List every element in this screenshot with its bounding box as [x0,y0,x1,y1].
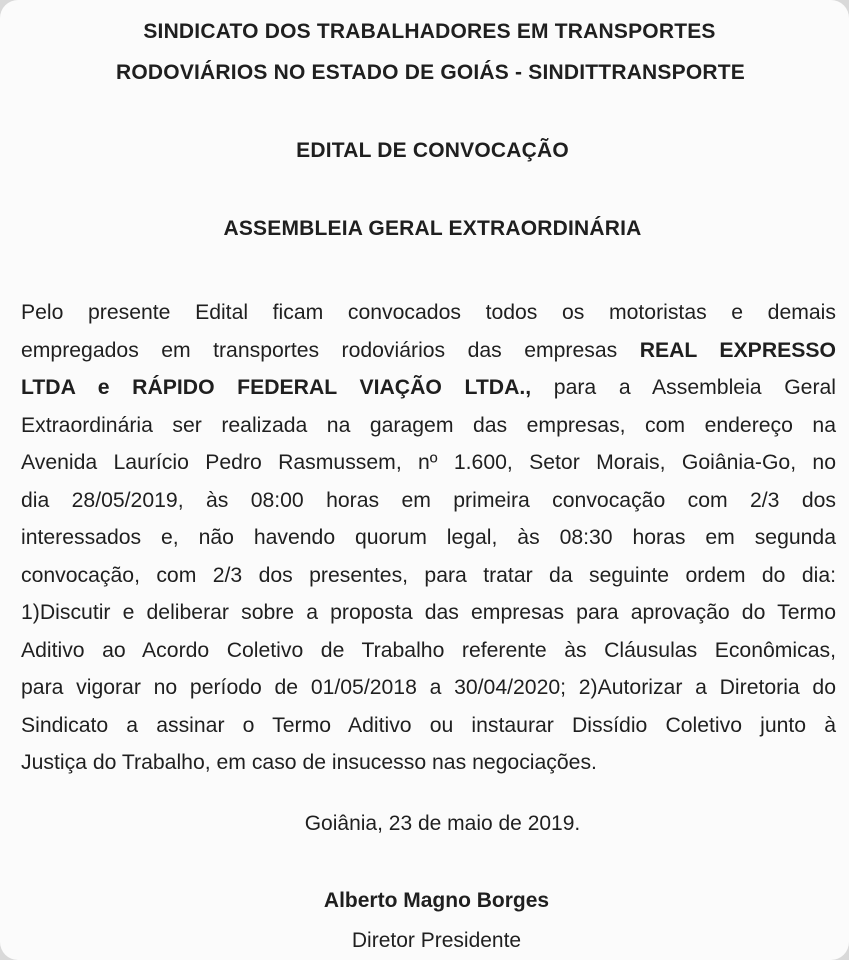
body-line [21,369,836,407]
body-line: interessados e, não havendo quorum legal, às 08:30 horas em segunda [21,526,836,549]
notice-title: EDITAL DE CONVOCAÇÃO [296,139,569,162]
body-text-segment: para a Assembleia Geral [553,376,837,399]
body-line: Justiça do Trabalho, em caso de insucesso nas negociações. [21,751,597,774]
body-line: para vigorar no período de 01/05/2018 a 30/04/2020; 2)Autorizar a Diretoria do [21,676,836,699]
body-text-segment: empregados em transportes rodoviários das empresas [21,338,618,362]
union-name-line-2: RODOVIÁRIOS NO ESTADO DE GOIÁS - SINDITTRANSPORTE [116,61,745,84]
body-line: Pelo presente Edital ficam convocados todos os motoristas e demais [21,301,836,324]
body-line: dia 28/05/2019, às 08:00 horas em primeira convocação com 2/3 dos [21,488,836,512]
notice-body [21,294,836,782]
union-name-line-1: SINDICATO DOS TRABALHADORES EM TRANSPORTES [143,20,716,43]
body-line: Sindicato a assinar o Termo Aditivo ou instaurar Dissídio Coletivo junto à [21,713,836,737]
place-and-date: Goiânia, 23 de maio de 2019. [304,812,581,835]
notice-subtitle: ASSEMBLEIA GERAL EXTRAORDINÁRIA [223,217,642,240]
body-line: Avenida Laurício Pedro Rasmussem, nº 1.600, Setor Morais, Goiânia-Go, no [21,451,836,474]
signer-title: Diretor Presidente [351,929,522,952]
body-line: Extraordinária ser realizada na garagem das empresas, com endereço na [21,413,836,437]
body-line: 1)Discutir e deliberar sobre a proposta das empresas para aprovação do Termo [21,601,836,624]
body-line: convocação, com 2/3 dos presentes, para tratar da seguinte ordem do dia: [21,563,836,587]
body-line [21,332,836,370]
company-name-bold: REAL EXPRESSO [639,338,836,362]
company-name-bold: LTDA e RÁPIDO FEDERAL VIAÇÃO LTDA., [21,376,532,399]
signer-name: Alberto Magno Borges [323,889,550,912]
body-line: Aditivo ao Acordo Coletivo de Trabalho referente às Cláusulas Econômicas, [21,638,836,662]
